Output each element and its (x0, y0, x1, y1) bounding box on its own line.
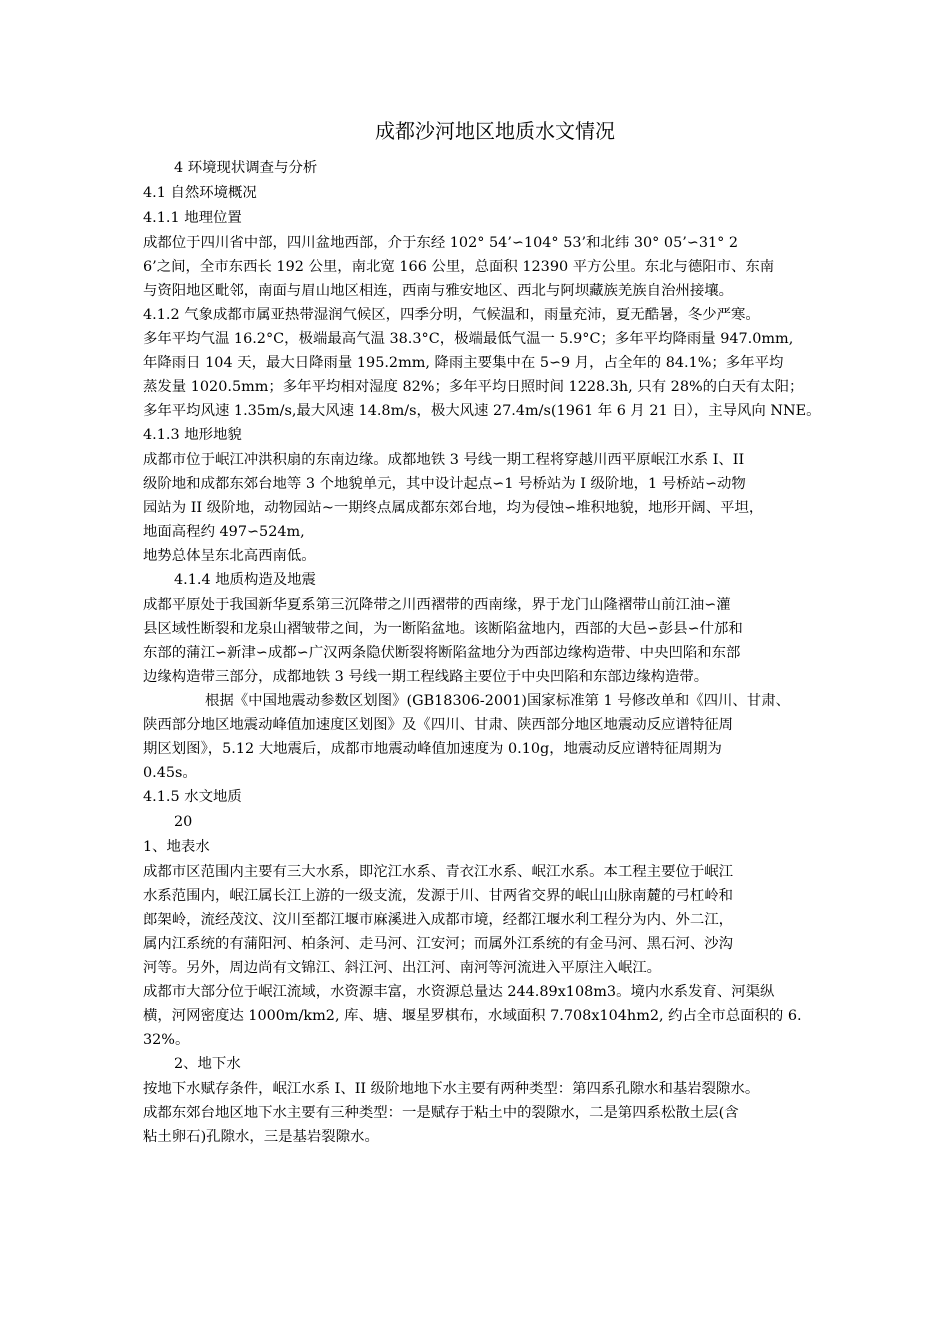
paragraph-line: 粘土卵石)孔隙水，三是基岩裂隙水。 (143, 1129, 379, 1145)
paragraph-line: 成都市区范围内主要有三大水系，即沱江水系、青衣江水系、岷江水系。本工程主要位于岷江 (143, 864, 734, 880)
paragraph-line: 期区划图》，5.12 大地震后，成都市地震动峰值加速度为 0.10g，地震动反应谱特征周期为 (143, 741, 722, 757)
section-heading-s413: 4.1.3 地形地貌 (143, 427, 242, 443)
paragraph-line: 边缘构造带三部分，成都地铁 3 号线一期工程线路主要位于中央凹陷和东部边缘构造带。 (143, 669, 709, 685)
paragraph-line: 县区域性断裂和龙泉山褶皱带之间，为一断陷盆地。该断陷盆地内，西部的大邑∽彭县∽什邡和 (143, 621, 743, 637)
paragraph-p_terrain (143, 448, 878, 568)
paragraph-line: 32%。 (143, 1032, 190, 1048)
paragraph-line: 与资阳地区毗邻，南面与眉山地区相连，西南与雅安地区、西北与阿坝藏族羌族自治州接壤。 (143, 283, 734, 299)
paragraph-line: 东部的蒲江∽新津∽成都∽广汉两条隐伏断裂将断陷盆地分为西部边缘构造带、中央凹陷和东部 (143, 645, 741, 661)
paragraph-line: 成都位于四川省中部，四川盆地西部，介于东经 102° 54’∽104° 53’和北纬 30° 05’∽31° 2 (143, 235, 739, 251)
paragraph-p_climate (143, 303, 878, 423)
paragraph-line: 郎架岭，流经茂汶、汶川至都江堰市麻溪进入成都市境，经都江堰水利工程分为内、外二江， (143, 912, 734, 928)
paragraph-line: 成都市位于岷江冲洪积扇的东南边缘。成都地铁 3 号线一期工程将穿越川西平原岷江水系 I、II (143, 452, 745, 468)
paragraph-line: 地势总体呈东北高西南低。 (143, 548, 316, 564)
section-heading-s_ground: 2、地下水 (174, 1056, 241, 1072)
document-title: 成都沙河地区地质水文情况 (375, 119, 615, 143)
paragraph-p_geo (143, 231, 878, 303)
paragraph-line: 河等。另外，周边尚有文锦江、斜江河、出江河、南河等河流进入平原注入岷江。 (143, 960, 662, 976)
paragraph-line: 年降雨日 104 天，最大日降雨量 195.2mm, 降雨主要集中在 5∽9 月，占全年的 84.1%；多年平均 (143, 355, 784, 371)
paragraph-line: 横，河网密度达 1000m/km2, 库、塘、堰星罗棋布，水域面积 7.708x104hm2, 约占全市总面积的 6. (143, 1008, 802, 1024)
section-heading-s4: 4 环境现状调查与分析 (174, 160, 318, 176)
paragraph-p_seismic (143, 689, 878, 785)
paragraph-line: 4.1.2 气象成都市属亚热带湿润气候区，四季分明，气候温和，雨量充沛，夏无酷暑，冬少严寒。 (143, 307, 760, 323)
section-heading-s_surface: 1、地表水 (143, 839, 210, 855)
section-heading-s414: 4.1.4 地质构造及地震 (174, 572, 316, 588)
paragraph-line: 属内江系统的有蒲阳河、柏条河、走马河、江安河；而属外江系统的有金马河、黑石河、沙沟 (143, 936, 734, 952)
paragraph-p_surface2 (143, 980, 878, 1052)
paragraph-line: 0.45s。 (143, 765, 197, 781)
paragraph-line: 陕西部分地区地震动峰值加速度区划图》及《四川、甘肃、陕西部分地区地震动反应谱特征周 (143, 717, 734, 733)
paragraph-line: 成都市大部分位于岷江流域，水资源丰富，水资源总量达 244.89x108m3。境内水系发育、河渠纵 (143, 984, 775, 1000)
paragraph-line: 成都平原处于我国新华夏系第三沉降带之川西褶带的西南缘，界于龙门山隆褶带山前江油∽灌 (143, 597, 731, 613)
paragraph-p_tectonic (143, 593, 878, 689)
paragraph-line: 按地下水赋存条件，岷江水系 I、II 级阶地地下水主要有两种类型：第四系孔隙水和基岩裂隙水。 (143, 1081, 760, 1097)
paragraph-line: 地面高程约 497∽524m, (143, 524, 305, 540)
page-number: 20 (174, 814, 193, 830)
document-body (143, 156, 878, 1149)
paragraph-line: 6’之间，全市东西长 192 公里，南北宽 166 公里，总面积 12390 平方公里。东北与德阳市、东南 (143, 259, 775, 275)
paragraph-line: 蒸发量 1020.5mm；多年平均相对湿度 82%；多年平均日照时间 1228.3h, 只有 28%的白天有太阳； (143, 379, 804, 395)
paragraph-p_surface1 (143, 860, 878, 980)
section-heading-s41: 4.1 自然环境概况 (143, 185, 257, 201)
paragraph-line: 多年平均风速 1.35m/s,最大风速 14.8m/s，极大风速 27.4m/s(1961 年 6 月 21 日），主导风向 NNE。 (143, 403, 821, 419)
paragraph-line: 级阶地和成都东郊台地等 3 个地貌单元，其中设计起点∽1 号桥站为 I 级阶地，1 号桥站∽动物 (143, 476, 746, 492)
paragraph-line: 园站为 II 级阶地，动物园站~一期终点属成都东郊台地，均为侵蚀∽堆积地貌，地形开阔、平坦， (143, 500, 764, 516)
paragraph-line: 水系范围内，岷江属长江上游的一级支流，发源于川、甘两省交界的岷山山脉南麓的弓杠岭和 (143, 888, 734, 904)
paragraph-p_ground (143, 1077, 878, 1149)
section-heading-s415: 4.1.5 水文地质 (143, 789, 242, 805)
paragraph-line: 多年平均气温 16.2°C，极端最高气温 38.3°C，极端最低气温一 5.9°C；多年平均降雨量 947.0mm, (143, 331, 794, 347)
paragraph-line: 成都东郊台地区地下水主要有三种类型：一是赋存于粘土中的裂隙水，二是第四系松散土层(含 (143, 1105, 739, 1121)
section-heading-s411: 4.1.1 地理位置 (143, 210, 242, 226)
paragraph-line: 根据《中国地震动参数区划图》(GB18306-2001)国家标准第 1 号修改单和《四川、甘肃、 (205, 693, 790, 709)
